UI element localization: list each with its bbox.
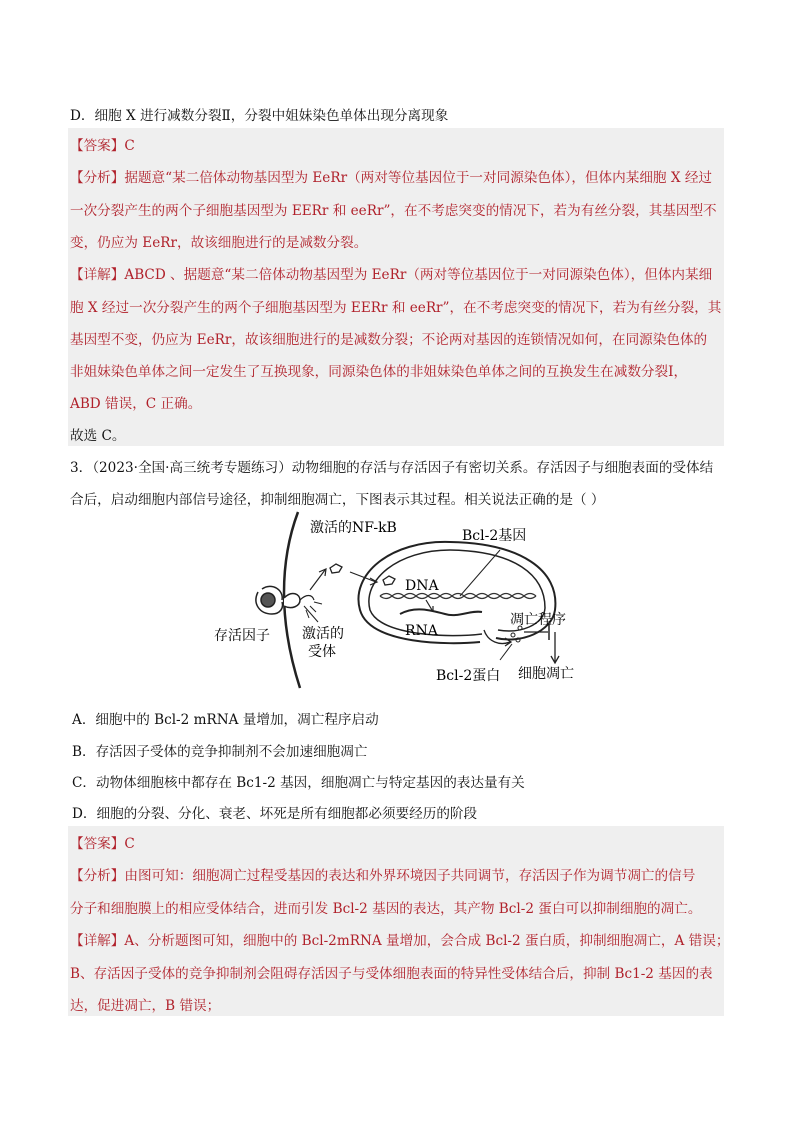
q3-answer-panel <box>68 826 724 1016</box>
q3-option-b: B．存活因子受体的竞争抑制剂不会加速细胞凋亡 <box>72 744 368 760</box>
label-receptor-line2: 受体 <box>308 644 336 660</box>
answer-value: C <box>124 836 135 852</box>
q3-detail-line-2: B、存活因子受体的竞争抑制剂会阻碍存活因子与受体细胞表面的特异性受体结合后，抑制 Bc1-2 基因的表 <box>70 966 713 982</box>
answer-value: C <box>124 138 135 154</box>
detail-tag: 【详解】 <box>70 267 125 283</box>
analysis-tag: 【分析】 <box>70 868 125 884</box>
label-apoptosis-program: 凋亡程序 <box>510 612 566 628</box>
q3-stem-line-1: 3．（2023·全国·高三统考专题练习）动物细胞的存活与存活因子有密切关系。存活因子与细胞表面的受体结 <box>70 460 714 476</box>
label-survival-factor: 存活因子 <box>214 628 270 644</box>
detail-text: A、分析题图可知，细胞中的 Bcl-2mRNA 量增加，会合成 Bcl-2 蛋白质，抑制细胞凋亡，A 错误； <box>124 933 730 949</box>
label-nfkb: 激活的NF-kB <box>310 520 397 536</box>
label-bcl2-gene: Bcl-2基因 <box>462 528 527 544</box>
label-bcl2-protein: Bcl-2蛋白 <box>436 668 501 684</box>
q3-option-a: A．细胞中的 Bcl-2 mRNA 量增加，凋亡程序启动 <box>72 712 379 728</box>
nfkb-molecule <box>330 564 342 573</box>
q2-detail-line-1 <box>70 263 724 283</box>
q2-detail-line-2: 胞 X 经过一次分裂产生的两个子细胞基因型为 EERr 和 eeRr”，在不考虑突变的情况下，若为有丝分裂，其 <box>70 300 722 316</box>
apoptosis-diagram <box>200 510 600 690</box>
q3-detail-line-3: 达，促进凋亡，B 错误； <box>70 998 221 1014</box>
q3-analysis-line-1 <box>70 864 724 884</box>
detail-tag: 【详解】 <box>70 933 125 949</box>
label-rna: RNA <box>405 623 438 639</box>
q2-detail-line-4: 非姐妹染色单体之间一定发生了互换现象，同源染色体的非姐妹染色单体之间的互换发生在减数分裂Ⅰ， <box>70 364 688 380</box>
label-cell-apoptosis: 细胞凋亡 <box>518 666 574 682</box>
bcl2-protein-dots <box>511 633 515 637</box>
label-dna: DNA <box>405 578 439 594</box>
q2-conclusion: 故选 C。 <box>70 428 126 444</box>
label-receptor-line1: 激活的 <box>302 626 344 642</box>
q2-answer-line <box>70 134 724 154</box>
detail-text: ABCD 、据题意“某二倍体动物基因型为 EeRr（两对等位基因位于一对同源染色体），但体内某细 <box>124 267 713 283</box>
q3-answer-line <box>70 832 724 852</box>
q2-analysis-line-2: 一次分裂产生的两个子细胞基因型为 EERr 和 eeRr”，在不考虑突变的情况下，若为有丝分裂，其基因型不 <box>70 203 717 219</box>
survival-factor-molecule <box>261 593 275 607</box>
analysis-tag: 【分析】 <box>70 170 125 186</box>
rna-strand <box>400 609 482 615</box>
analysis-text: 据题意“某二倍体动物基因型为 EeRr（两对等位基因位于一对同源染色体），但体内某细胞 X 经过 <box>124 170 713 186</box>
q3-stem-line-2: 合后，启动细胞内部信号途径，抑制细胞凋亡，下图表示其过程。相关说法正确的是（ ） <box>70 492 605 508</box>
option-d-text: D．细胞 X 进行减数分裂Ⅱ，分裂中姐妹染色单体出现分离现象 <box>70 108 449 124</box>
nfkb-in-nucleus <box>383 576 395 585</box>
receptor-icon <box>284 594 300 608</box>
bcl2-gene-pointer <box>460 550 500 596</box>
q2-analysis-line-1 <box>70 166 724 186</box>
q2-detail-line-3: 基因型不变，仍应为 EeRr，故该细胞进行的是减数分裂；不论两对基因的连锁情况如何，在同源染色体的 <box>70 332 708 348</box>
q3-option-c: C．动物体细胞核中都存在 Bc1-2 基因，细胞凋亡与特定基因的表达量有关 <box>72 775 525 791</box>
analysis-text: 由图可知：细胞凋亡过程受基因的表达和外界环境因子共同调节，存活因子作为调节凋亡的信号 <box>124 868 696 884</box>
q3-detail-line-1 <box>70 929 730 949</box>
q3-option-d: D．细胞的分裂、分化、衰老、坏死是所有细胞都必须要经历的阶段 <box>72 806 478 822</box>
q2-analysis-line-3: 变，仍应为 EeRr，故该细胞进行的是减数分裂。 <box>70 235 368 251</box>
q2-detail-line-5: ABD 错误，C 正确。 <box>70 396 202 412</box>
q3-analysis-line-2: 分子和细胞膜上的相应受体结合，进而引发 Bcl-2 基因的表达，其产物 Bcl-2 蛋白可以抑制细胞的凋亡。 <box>70 901 702 917</box>
answer-tag: 【答案】 <box>70 138 125 154</box>
answer-tag: 【答案】 <box>70 836 125 852</box>
